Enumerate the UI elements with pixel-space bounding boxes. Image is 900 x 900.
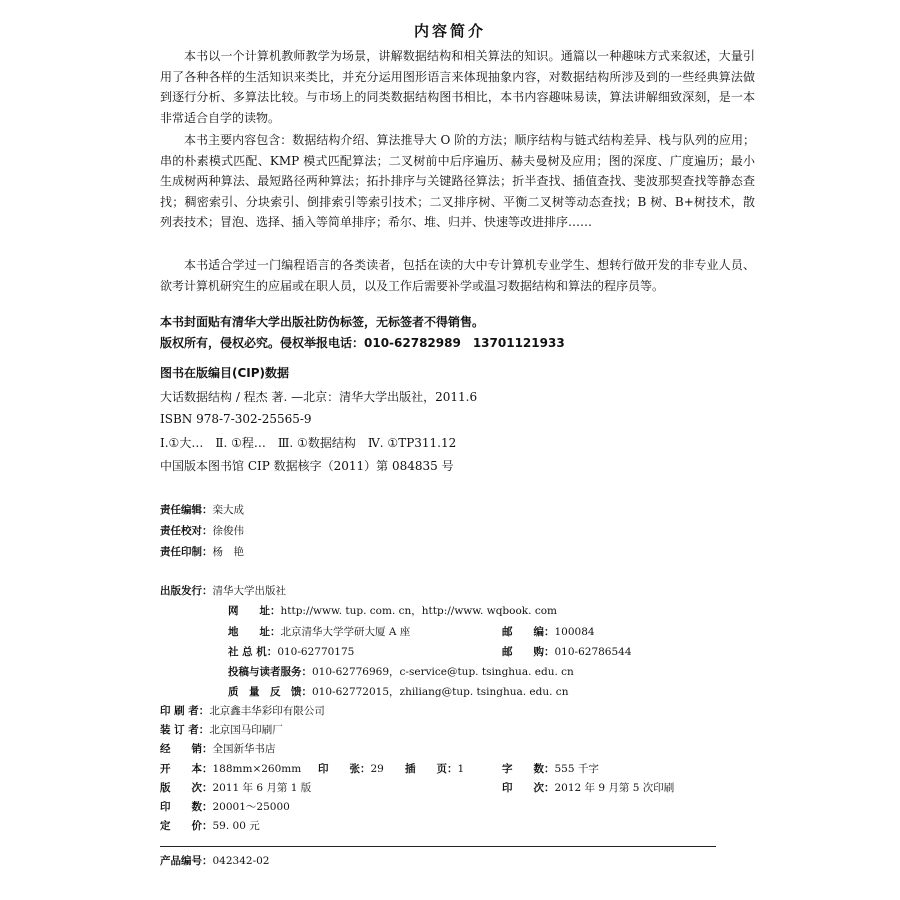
plates-row (405, 761, 464, 776)
edition-value: 2011 年 6 月第 1 版 (212, 782, 312, 794)
product-code-label: 产品编号： (160, 855, 213, 867)
sheets-row (318, 761, 384, 776)
cip-isbn: ISBN 978-7-302-25565-9 (160, 412, 312, 426)
price-label: 定 价： (160, 820, 213, 832)
binder-value: 北京国马印刷厂 (209, 724, 283, 736)
reader-service-label: 投稿与读者服务： (228, 666, 312, 678)
distributor-value: 全国新华书店 (212, 743, 276, 755)
cip-record-number: 中国版本图书馆 CIP 数据核字（2011）第 084835 号 (160, 459, 454, 473)
website-row (228, 603, 557, 618)
printing-label: 印 次： (502, 782, 555, 794)
plates-value: 1 (457, 763, 465, 775)
edition-row (160, 780, 311, 795)
distributor-row (160, 741, 276, 756)
reader-service-row (228, 664, 574, 679)
address-value: 北京清华大学学研大厦 A 座 (280, 626, 411, 638)
print-manager-label: 责任印制： (160, 546, 213, 558)
website-label: 网 址： (228, 605, 281, 617)
product-code-value: 042342-02 (212, 855, 270, 867)
reader-service-value: 010-62776969，c-service@tup. tsinghua. edu. cn (312, 666, 574, 678)
address-row (228, 624, 410, 639)
sheets-value: 29 (370, 763, 384, 775)
postcode-label: 邮 编： (502, 626, 555, 638)
printing-value: 2012 年 9 月第 5 次印刷 (554, 782, 675, 794)
proofreader-label: 责任校对： (160, 525, 213, 537)
contents-paragraph: 本书主要内容包含：数据结构介绍、算法推导大 O 阶的方法；顺序结构与链式结构差异、栈与队列的应用；串的朴素模式匹配、KMP 模式匹配算法；二叉树前中后序遍历、赫夫曼树及应用；图的深度、广度遍历；最小生成树两种算法、最短路径两种算法；拓扑排序与关键路径算法；折半查找、插值查找、斐波那契查找等静态查找；稠密索引、分块索引、倒排索引等索引技术；二叉排序树、平衡二叉树等动态查找；B 树、B+树技术，散列表技术；冒泡、选择、插入等简单排序；希尔、堆、归并、快速等改进排序…… (160, 133, 755, 229)
edition-label: 版 次： (160, 782, 213, 794)
price-row (160, 818, 260, 833)
anti-fake-notice: 本书封面贴有清华大学出版社防伪标签，无标签者不得销售。 (160, 315, 485, 329)
quality-feedback-row (228, 684, 568, 699)
format-label: 开 本： (160, 763, 213, 775)
address-label: 地 址： (228, 626, 281, 638)
quality-feedback-value: 010-62772015，zhiliang@tup. tsinghua. edu. cn (312, 686, 569, 698)
postcode-row (502, 624, 595, 639)
cip-title-line: 大话数据结构 / 程杰 著. —北京：清华大学出版社，2011.6 (160, 390, 478, 404)
switchboard-row (228, 644, 354, 659)
plates-label: 插 页： (405, 763, 458, 775)
audience-paragraph: 本书适合学过一门编程语言的各类读者，包括在读的大中专计算机专业学生、想转行做开发的非专业人员、欲考计算机研究生的应届或在职人员，以及工作后需要补学或温习数据结构和算法的程序员等。 (160, 258, 755, 293)
sheets-label: 印 张： (318, 763, 371, 775)
publisher-row (160, 583, 286, 598)
word-count-value: 555 千字 (554, 763, 599, 775)
cip-heading: 图书在版编目(CIP)数据 (160, 366, 290, 380)
distributor-label: 经 销： (160, 743, 213, 755)
switchboard-label: 社 总 机： (228, 646, 278, 658)
page-title: 内容简介 (413, 22, 486, 40)
editor-label: 责任编辑： (160, 504, 213, 516)
publisher-label: 出版发行： (160, 585, 213, 597)
switchboard-value: 010-62770175 (277, 646, 355, 658)
mail-order-row (502, 644, 632, 659)
proofreader-value: 徐俊伟 (212, 525, 244, 537)
printer-label: 印 刷 者： (160, 705, 210, 717)
website-value: http://www. tup. com. cn，http://www. wqbook. com (280, 605, 557, 617)
mail-order-label: 邮 购： (502, 646, 555, 658)
print-run-value: 20001～25000 (212, 801, 290, 813)
copyright-notice: 版权所有，侵权必究。侵权举报电话：010-62782989 13701121933 (160, 336, 565, 350)
print-run-label: 印 数： (160, 801, 213, 813)
proofreader-row (160, 523, 244, 538)
format-value: 188mm×260mm (212, 763, 302, 775)
print-manager-row (160, 544, 244, 559)
editor-value: 栾大成 (212, 504, 244, 516)
print-manager-value: 杨 艳 (212, 546, 244, 558)
mail-order-value: 010-62786544 (554, 646, 632, 658)
divider (160, 846, 716, 847)
printer-row (160, 703, 325, 718)
binder-row (160, 722, 283, 737)
binder-label: 装 订 者： (160, 724, 210, 736)
printer-value: 北京鑫丰华彩印有限公司 (209, 705, 325, 717)
publisher-value: 清华大学出版社 (212, 585, 286, 597)
price-value: 59. 00 元 (212, 820, 260, 832)
print-run-row (160, 799, 290, 814)
intro-paragraph: 本书以一个计算机教师教学为场景，讲解数据结构和相关算法的知识。通篇以一种趣味方式来叙述，大量引用了各种各样的生活知识来类比，并充分运用图形语言来体现抽象内容，对数据结构所涉及到的一些经典算法做到逐行分析、多算法比较。与市场上的同类数据结构图书相比，本书内容趣味易读，算法讲解细致深刻，是一本非常适合自学的读物。 (160, 49, 755, 125)
product-code-row (160, 853, 270, 868)
cip-classification: Ⅰ.①大… Ⅱ. ①程… Ⅲ. ①数据结构 Ⅳ. ①TP311.12 (160, 436, 457, 450)
printing-row (502, 780, 674, 795)
editor-row (160, 502, 244, 517)
format-row (160, 761, 301, 776)
postcode-value: 100084 (554, 626, 595, 638)
word-count-row (502, 761, 599, 776)
quality-feedback-label: 质 量 反 馈： (228, 686, 312, 698)
word-count-label: 字 数： (502, 763, 555, 775)
